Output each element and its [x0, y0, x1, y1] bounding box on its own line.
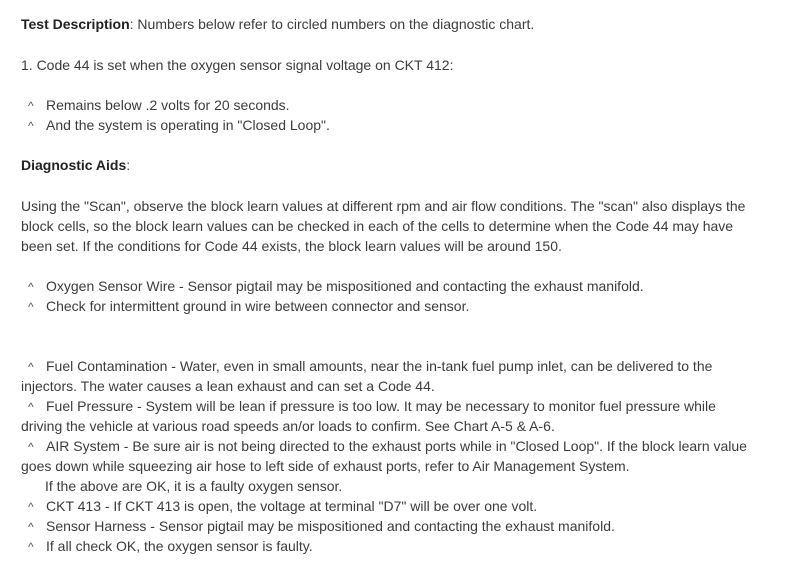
diagnostic-aids-heading [21, 155, 130, 175]
caret-icon: ^ [28, 280, 34, 294]
bullet-item [21, 436, 747, 457]
caret-icon: ^ [28, 540, 34, 554]
paragraph-line: block cells, so the block learn values can be checked in each of the cells to determine when the Code 44 may have [21, 218, 734, 234]
diagnostic-aids-suffix: : [126, 157, 131, 173]
caret-icon: ^ [28, 500, 34, 514]
bullet-text: If all check OK, the oxygen sensor is faulty. [46, 538, 313, 554]
caret-icon: ^ [28, 119, 34, 133]
bullet-continuation: goes down while squeezing air hose to left side of exhaust ports, refer to Air Management System. [21, 458, 630, 474]
bullet-item [21, 356, 712, 377]
bullet-item [21, 296, 469, 317]
test-description-text: : Numbers below refer to circled numbers on the diagnostic chart. [129, 16, 535, 32]
bullet-continuation: driving the vehicle at various road speeds an/or loads to confirm. See Chart A-5 & A-6. [21, 418, 555, 434]
bullet-text: CKT 413 - If CKT 413 is open, the voltage at terminal "D7" will be over one volt. [46, 498, 538, 514]
bullet-text: AIR System - Be sure air is not being directed to the exhaust ports while in "Closed Loop". If the block learn value [46, 438, 747, 454]
bullet-text: Sensor Harness - Sensor pigtail may be mispositioned and contacting the exhaust manifold. [46, 518, 615, 534]
caret-icon: ^ [28, 99, 34, 113]
paragraph-line: Using the "Scan", observe the block learn values at different rpm and air flow conditions. The "scan" also displays the [21, 198, 746, 214]
bullet-continuation: injectors. The water causes a lean exhaust and can set a Code 44. [21, 378, 435, 394]
caret-icon: ^ [28, 520, 34, 534]
caret-icon: ^ [28, 300, 34, 314]
bullet-item [21, 496, 537, 517]
test-description-label: Test Description [21, 16, 130, 32]
caret-icon: ^ [28, 400, 34, 414]
bullet-item [21, 516, 615, 537]
caret-icon: ^ [28, 440, 34, 454]
faulty-sensor-note: If the above are OK, it is a faulty oxygen sensor. [45, 478, 343, 494]
diagnostic-aids-label: Diagnostic Aids [21, 157, 127, 173]
bullet-text: And the system is operating in "Closed Loop". [46, 117, 330, 133]
bullet-text: Oxygen Sensor Wire - Sensor pigtail may be mispositioned and contacting the exhaust manifold. [46, 278, 644, 294]
bullet-item [21, 396, 716, 417]
test-description-line [21, 14, 534, 34]
bullet-text: Fuel Pressure - System will be lean if pressure is too low. It may be necessary to monitor fuel pressure while [46, 398, 716, 414]
bullet-item [21, 276, 644, 297]
bullet-item [21, 115, 330, 136]
bullet-text: Remains below .2 volts for 20 seconds. [46, 97, 290, 113]
bullet-item [21, 536, 313, 557]
item-1-text: 1. Code 44 is set when the oxygen sensor signal voltage on CKT 412: [21, 57, 454, 73]
paragraph-line: been set. If the conditions for Code 44 exists, the block learn values will be around 150. [21, 238, 562, 254]
caret-icon: ^ [28, 360, 34, 374]
bullet-text: Fuel Contamination - Water, even in small amounts, near the in-tank fuel pump inlet, can be delivered to the [46, 358, 713, 374]
bullet-item [21, 95, 290, 116]
bullet-text: Check for intermittent ground in wire between connector and sensor. [46, 298, 470, 314]
